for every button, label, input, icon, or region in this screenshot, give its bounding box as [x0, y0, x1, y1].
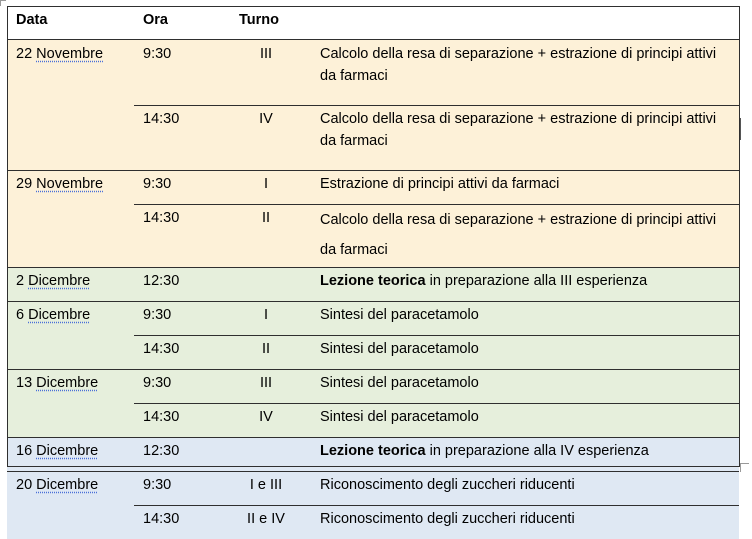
time-cell: 14:30	[134, 205, 221, 268]
desc-cell: Riconoscimento degli zuccheri riducenti	[311, 506, 739, 539]
table-row	[7, 268, 739, 302]
corner-mark	[0, 0, 6, 6]
date-cell	[7, 336, 134, 370]
date-cell: 20 Dicembre	[7, 472, 134, 506]
table-row	[7, 40, 739, 106]
date-cell: 2 Dicembre	[7, 268, 134, 302]
date-cell: 13 Dicembre	[7, 370, 134, 404]
shift-cell: IV	[221, 404, 311, 438]
time-cell: 14:30	[134, 106, 221, 171]
header-turno: Turno	[221, 7, 311, 40]
time-cell: 12:30	[134, 268, 221, 302]
shift-cell: I	[221, 302, 311, 336]
shift-cell: I e III	[221, 472, 311, 506]
desc-cell: Riconoscimento degli zuccheri riducenti	[311, 472, 739, 506]
resize-handle[interactable]	[740, 463, 749, 472]
date-cell: 22 Novembre	[7, 40, 134, 106]
desc-cell: Lezione teorica in preparazione alla III esperienza	[311, 268, 739, 302]
header-ora: Ora	[134, 7, 221, 40]
shift-cell	[221, 268, 311, 302]
time-cell: 12:30	[134, 438, 221, 472]
desc-cell: Calcolo della resa di separazione + estrazione di principi attivi da farmaci	[311, 205, 739, 268]
time-cell: 9:30	[134, 40, 221, 106]
time-cell: 14:30	[134, 506, 221, 539]
date-cell: 16 Dicembre	[7, 438, 134, 472]
desc-cell: Lezione teorica in preparazione alla IV esperienza	[311, 438, 739, 472]
table-row	[7, 404, 739, 438]
schedule-table-wrapper	[7, 6, 739, 539]
table-row	[7, 171, 739, 205]
table-row	[7, 336, 739, 370]
text-cursor-mark	[740, 118, 741, 140]
time-cell: 9:30	[134, 171, 221, 205]
table-row	[7, 302, 739, 336]
shift-cell: IV	[221, 106, 311, 171]
shift-cell: II	[221, 205, 311, 268]
desc-cell: Sintesi del paracetamolo	[311, 370, 739, 404]
time-cell: 9:30	[134, 370, 221, 404]
time-cell: 14:30	[134, 336, 221, 370]
shift-cell: II	[221, 336, 311, 370]
date-cell: 29 Novembre	[7, 171, 134, 205]
table-row	[7, 370, 739, 404]
date-cell	[7, 506, 134, 539]
desc-cell: Sintesi del paracetamolo	[311, 302, 739, 336]
shift-cell: III	[221, 370, 311, 404]
time-cell: 9:30	[134, 302, 221, 336]
shift-cell: III	[221, 40, 311, 106]
time-cell: 14:30	[134, 404, 221, 438]
desc-cell: Sintesi del paracetamolo	[311, 336, 739, 370]
date-cell: 6 Dicembre	[7, 302, 134, 336]
table-header-row	[7, 7, 739, 40]
desc-cell: Sintesi del paracetamolo	[311, 404, 739, 438]
shift-cell: II e IV	[221, 506, 311, 539]
schedule-table	[7, 6, 739, 539]
header-date: Data	[7, 7, 134, 40]
date-cell	[7, 404, 134, 438]
date-cell	[7, 205, 134, 268]
date-cell	[7, 106, 134, 171]
table-row	[7, 106, 739, 171]
desc-cell: Calcolo della resa di separazione + estrazione di principi attivi da farmaci	[311, 106, 739, 171]
desc-cell: Estrazione di principi attivi da farmaci	[311, 171, 739, 205]
desc-cell: Calcolo della resa di separazione + estrazione di principi attivi da farmaci	[311, 40, 739, 106]
table-row	[7, 438, 739, 472]
header-desc	[311, 7, 739, 40]
time-cell: 9:30	[134, 472, 221, 506]
table-row	[7, 506, 739, 539]
table-row	[7, 205, 739, 268]
shift-cell: I	[221, 171, 311, 205]
shift-cell	[221, 438, 311, 472]
